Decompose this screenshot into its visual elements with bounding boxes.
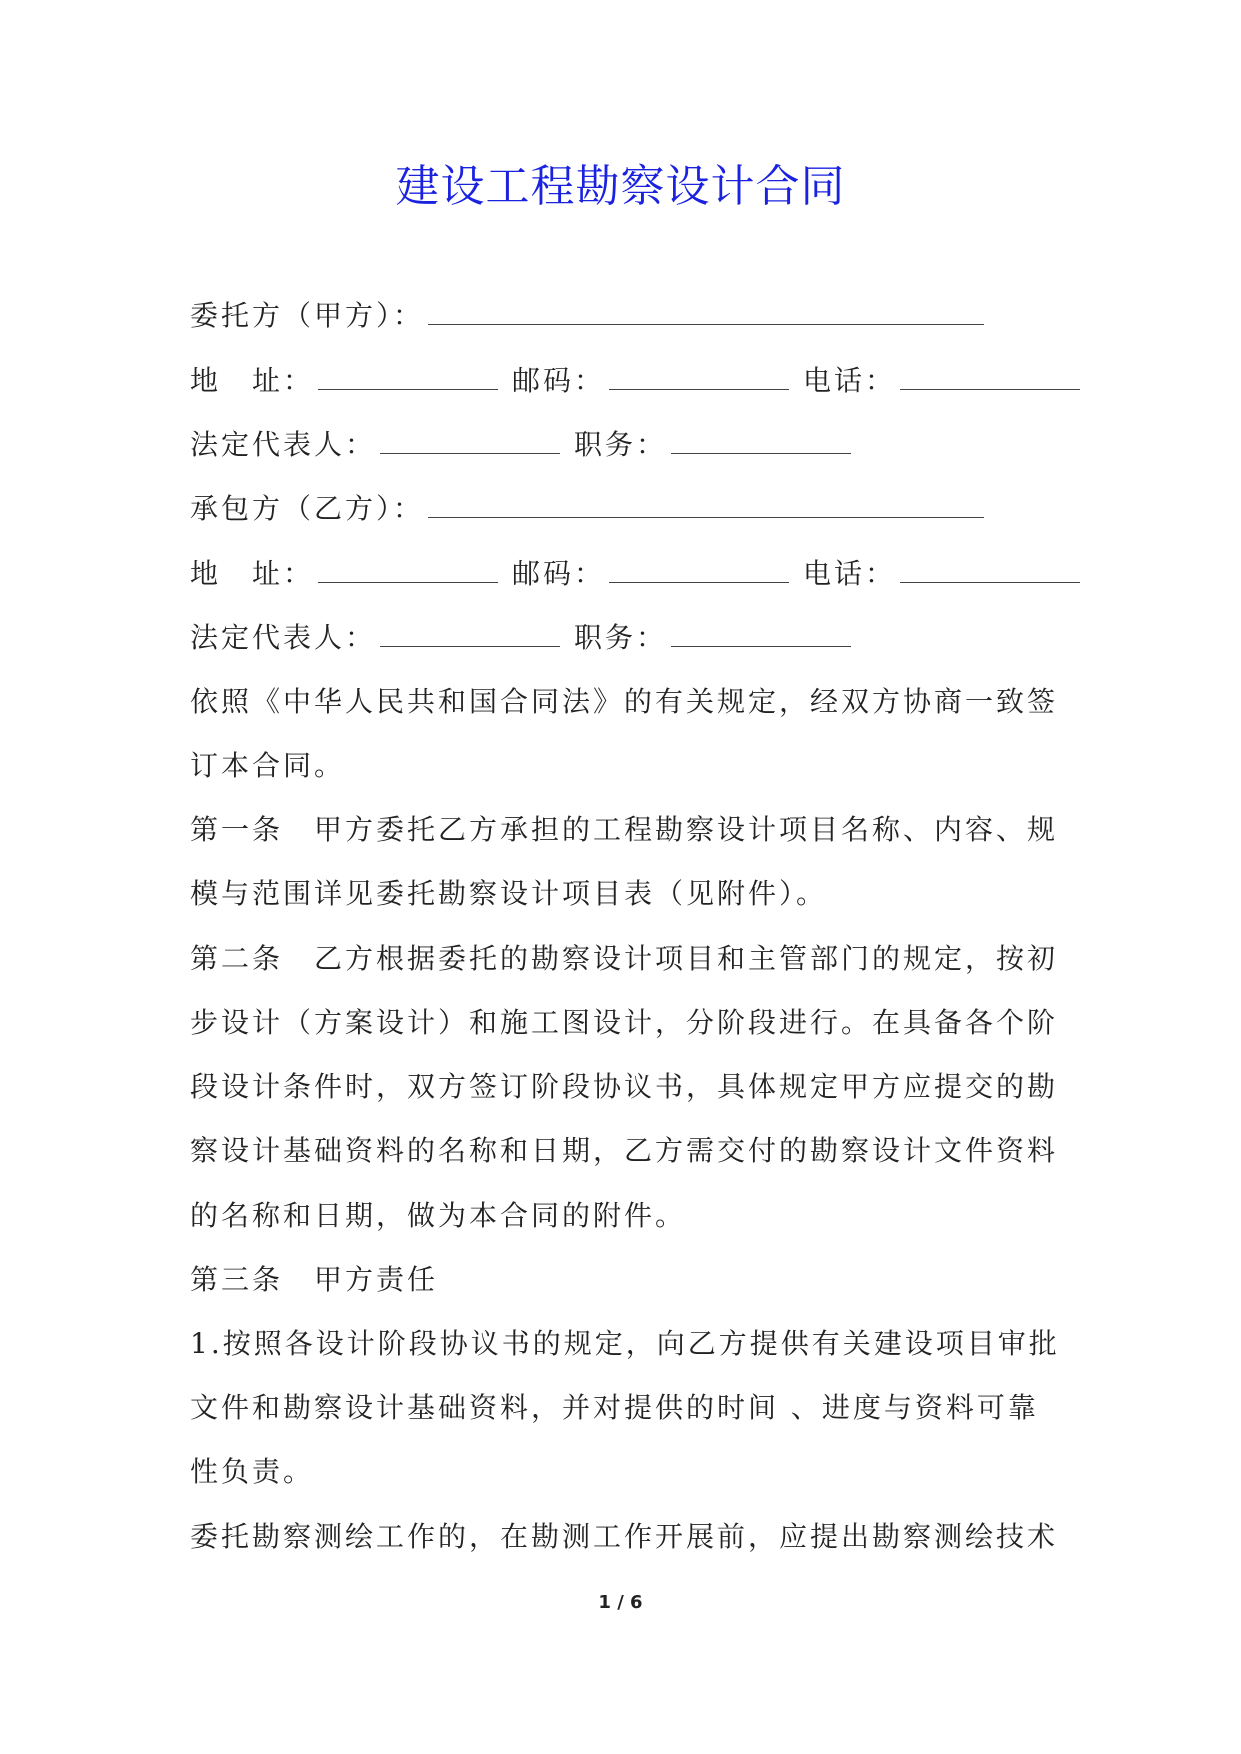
article-3-heading: 第三条 甲方责任 bbox=[190, 1263, 439, 1296]
party-a-phone-field[interactable] bbox=[900, 367, 1080, 390]
body-line: 依照《中华人民共和国合同法》的有关规定，经双方协商一致签 bbox=[190, 685, 1059, 718]
article-2-line: 第二条 乙方根据委托的勘察设计项目和主管部门的规定，按初 bbox=[190, 942, 1059, 975]
party-b-name-field[interactable] bbox=[428, 495, 984, 518]
body-line: 文件和勘察设计基础资料，并对提供的时间 、进度与资料可靠 bbox=[190, 1391, 1039, 1424]
party-a-contact-row bbox=[190, 361, 1070, 401]
body-line: 订本合同。 bbox=[190, 749, 346, 782]
document-title: 建设工程勘察设计合同 bbox=[395, 161, 846, 212]
party-a-title-field[interactable] bbox=[671, 431, 851, 454]
party-b-rep-label: 法定代表人： bbox=[190, 621, 377, 654]
party-b-label: 承包方（乙方）： bbox=[190, 492, 425, 525]
body-line: 1.按照各设计阶段协议书的规定，向乙方提供有关建设项目审批 bbox=[190, 1327, 1060, 1360]
body-line: 的名称和日期，做为本合同的附件。 bbox=[190, 1199, 687, 1232]
party-b-rep-row bbox=[190, 618, 1070, 658]
party-b-rep-field[interactable] bbox=[380, 624, 560, 647]
party-b-title-field[interactable] bbox=[671, 624, 851, 647]
party-b-zip-label: 邮码： bbox=[512, 557, 606, 590]
body-line: 性负责。 bbox=[190, 1455, 315, 1488]
page-indicator: 1 / 6 bbox=[598, 1592, 643, 1613]
party-a-rep-field[interactable] bbox=[380, 431, 560, 454]
party-a-address-field[interactable] bbox=[318, 367, 498, 390]
party-b-address-field[interactable] bbox=[318, 560, 498, 583]
party-a-phone-label: 电话： bbox=[803, 364, 897, 397]
party-b-address-label: 地 址： bbox=[190, 557, 315, 590]
party-b-phone-field[interactable] bbox=[900, 560, 1080, 583]
party-a-zip-field[interactable] bbox=[609, 367, 789, 390]
party-b-row bbox=[190, 489, 1070, 529]
party-b-contact-row bbox=[190, 554, 1070, 594]
party-a-zip-label: 邮码： bbox=[512, 364, 606, 397]
party-b-title-label: 职务： bbox=[574, 621, 668, 654]
party-a-address-label: 地 址： bbox=[190, 364, 315, 397]
party-a-rep-row bbox=[190, 425, 1070, 465]
body-line: 委托勘察测绘工作的，在勘测工作开展前，应提出勘察测绘技术 bbox=[190, 1520, 1059, 1553]
party-b-phone-label: 电话： bbox=[803, 557, 897, 590]
article-1-line: 第一条 甲方委托乙方承担的工程勘察设计项目名称、内容、规 bbox=[190, 813, 1059, 846]
body-line: 模与范围详见委托勘察设计项目表（见附件）。 bbox=[190, 877, 828, 910]
body-line: 察设计基础资料的名称和日期，乙方需交付的勘察设计文件资料 bbox=[190, 1134, 1059, 1167]
party-a-name-field[interactable] bbox=[428, 302, 984, 325]
party-b-zip-field[interactable] bbox=[609, 560, 789, 583]
body-line: 段设计条件时，双方签订阶段协议书，具体规定甲方应提交的勘 bbox=[190, 1070, 1059, 1103]
body-line: 步设计（方案设计）和施工图设计，分阶段进行。在具备各个阶 bbox=[190, 1006, 1059, 1039]
party-a-title-label: 职务： bbox=[574, 428, 668, 461]
party-a-rep-label: 法定代表人： bbox=[190, 428, 377, 461]
party-a-row bbox=[190, 296, 1070, 336]
party-a-label: 委托方（甲方）： bbox=[190, 299, 425, 332]
